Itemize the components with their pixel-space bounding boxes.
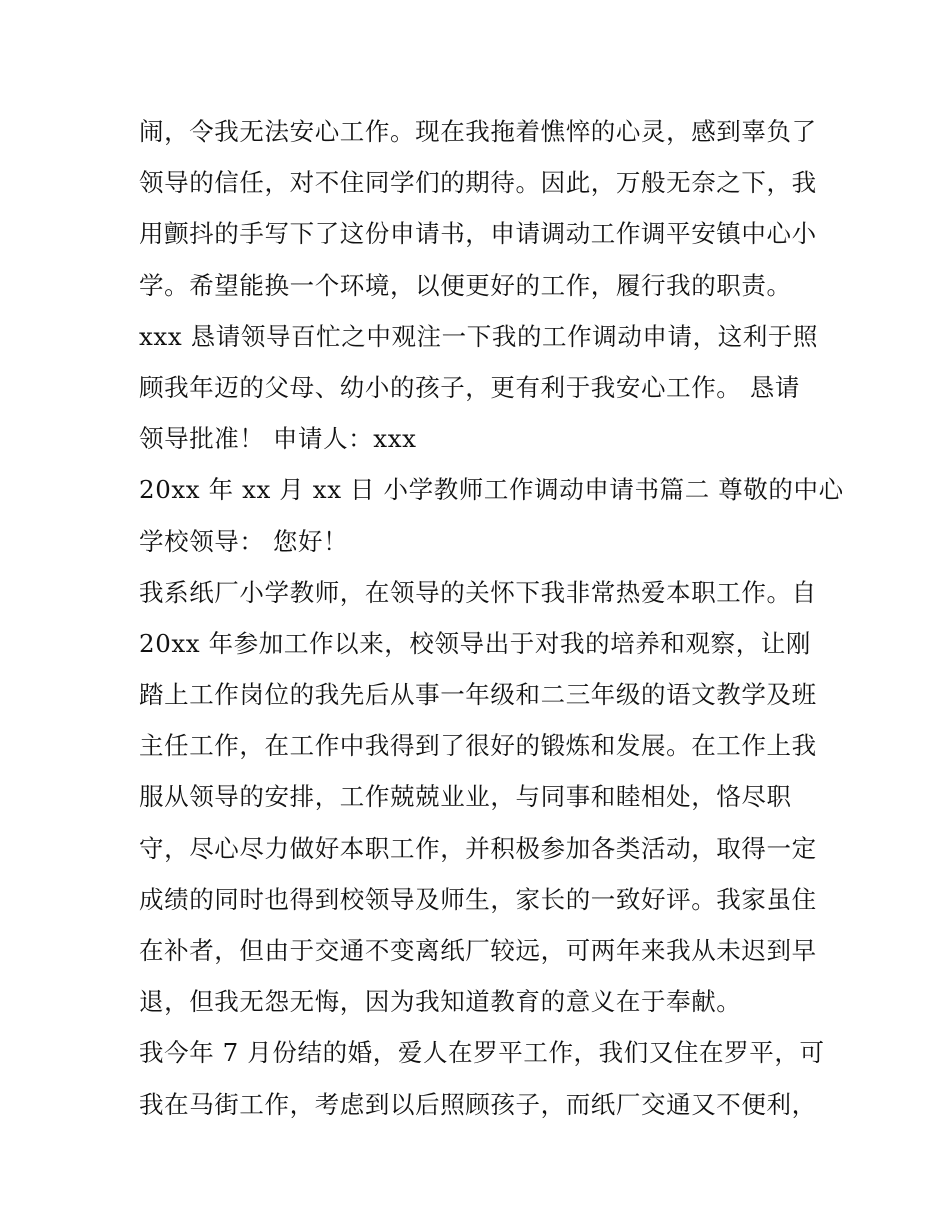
text-line: xxx 恳请领导百忙之中观注一下我的工作调动申请，这利于照 — [139, 321, 819, 351]
text-line: 踏上工作岗位的我先后从事一年级和二三年级的语文教学及班 — [139, 680, 817, 710]
text-line: 退，但我无怨无悔，因为我知道教育的意义在于奉献。 — [139, 987, 742, 1017]
text-line: 我今年 7 月份结的婚，爱人在罗平工作，我们又住在罗平，可 — [139, 1038, 825, 1068]
text-line: 主任工作，在工作中我得到了很好的锻炼和发展。在工作上我 — [139, 731, 817, 761]
text-line: 成绩的同时也得到校领导及师生，家长的一致好评。我家虽住 — [139, 884, 817, 914]
text-line: 领导的信任，对不住同学们的期待。因此，万般无奈之下，我 — [139, 168, 817, 198]
text-line: 守，尽心尽力做好本职工作，并积极参加各类活动，取得一定 — [139, 833, 817, 863]
text-line: 在补者，但由于交通不变离纸厂较远，可两年来我从未迟到早 — [139, 936, 817, 965]
text-line: 学。希望能换一个环境，以便更好的工作，履行我的职责。 — [139, 270, 792, 300]
text-line: 我系纸厂小学教师，在领导的关怀下我非常热爱本职工作。自 — [139, 577, 817, 607]
text-line: 20xx 年参加工作以来，校领导出于对我的培养和观察，让刚 — [139, 628, 811, 658]
text-line: 我在马街工作，考虑到以后照顾孩子，而纸厂交通又不便利， — [139, 1089, 817, 1119]
document-text-body — [139, 106, 844, 1130]
text-line: 领导批准！ 申请人：xxx — [139, 424, 417, 454]
text-line: 服从领导的安排，工作兢兢业业，与同事和睦相处，恪尽职 — [139, 782, 792, 812]
text-line: 闹，令我无法安心工作。现在我拖着憔悴的心灵，感到辜负了 — [139, 117, 817, 146]
text-line: 学校领导： 您好！ — [139, 526, 349, 556]
text-line: 顾我年迈的父母、幼小的孩子，更有利于我安心工作。 恳请 — [139, 372, 800, 402]
text-line: 20xx 年 xx 月 xx 日 小学教师工作调动申请书篇二 尊敬的中心 — [139, 475, 844, 505]
text-line: 用颤抖的手写下了这份申请书，申请调动工作调平安镇中心小 — [139, 219, 817, 249]
